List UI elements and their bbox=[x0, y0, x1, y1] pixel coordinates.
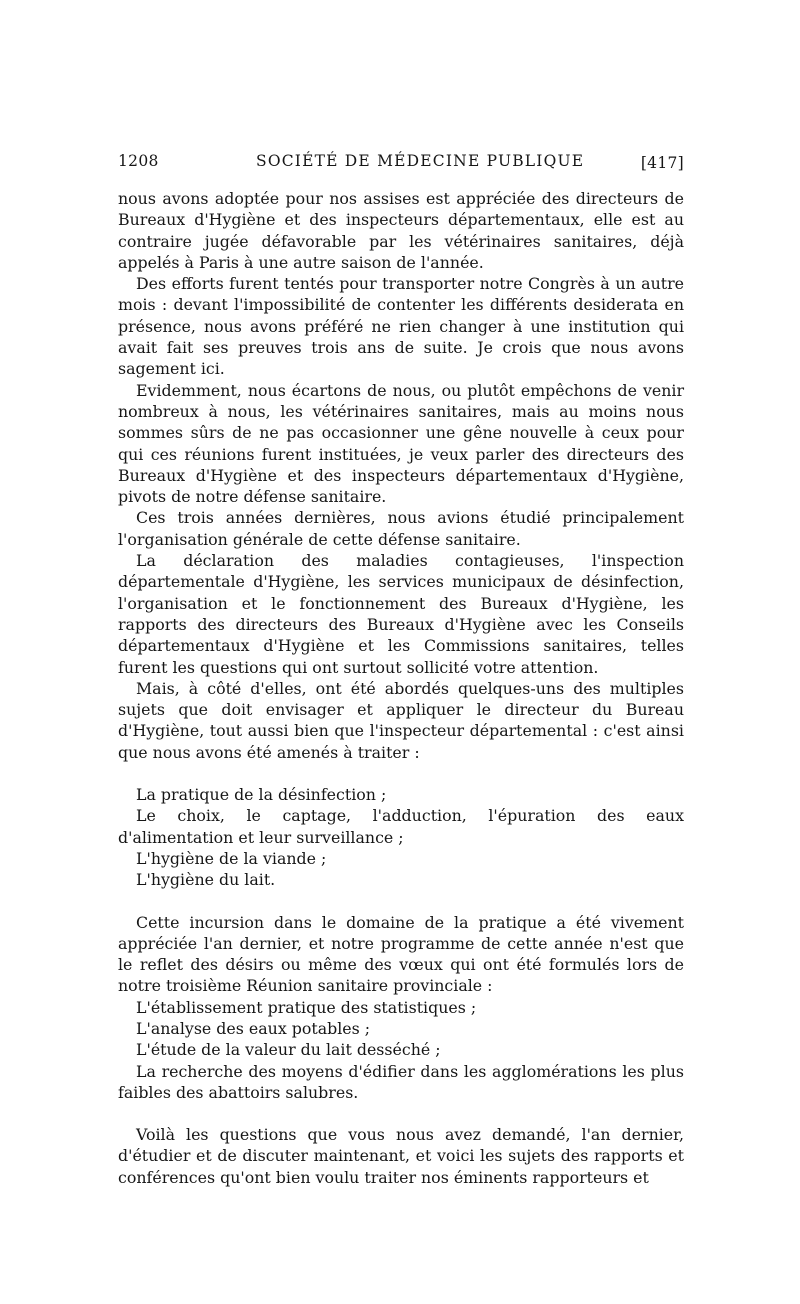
list-item: L'hygiène de la viande ; bbox=[136, 848, 327, 868]
running-title: SOCIÉTÉ DE MÉDECINE PUBLIQUE bbox=[256, 152, 585, 170]
paragraph-4: Ces trois années dernières, nous avions étudié principalement l'organisation générale de cette défense sanitaire. bbox=[118, 508, 684, 549]
list-item: L'établissement pratique des statistiques ; bbox=[136, 997, 477, 1017]
bracket-page-number: [417] bbox=[640, 154, 684, 172]
program-list bbox=[118, 997, 684, 1103]
topics-list bbox=[118, 784, 684, 890]
body-text bbox=[118, 188, 684, 1188]
paragraph-1: nous avons adoptée pour nos assises est appréciée des directeurs de Bureaux d'Hygiène et des inspecteurs départementaux, elle est au contraire jugée défavorable par les vétérinaires sanitaires, déjà appelés à Paris à une autre saison de l'année. bbox=[118, 189, 684, 272]
spacer bbox=[118, 891, 684, 912]
list-item: L'hygiène du lait. bbox=[136, 870, 276, 890]
list-item: La pratique de la désinfection ; bbox=[136, 785, 387, 805]
paragraph-6: Mais, à côté d'elles, ont été abordés quelques-uns des multiples sujets que doit envisager et appliquer le directeur du Bureau d'Hygiène, tout aussi bien que l'inspecteur départemental : c'est ainsi que nous avons été amenés à traiter : bbox=[118, 678, 684, 762]
paragraph-8: Voilà les questions que vous nous avez demandé, l'an dernier, d'étudier et de discuter maintenant, et voici les sujets des rapports et conférences qu'ont bien voulu traiter nos éminents rapporteurs et bbox=[118, 1125, 684, 1187]
list-item: Le choix, le captage, l'adduction, l'épuration des eaux d'alimentation et leur surveillance ; bbox=[118, 806, 684, 847]
paragraph-3: Evidemment, nous écartons de nous, ou plutôt empêchons de venir nombreux à nous, les vétérinaires sanitaires, mais au moins nous sommes sûrs de ne pas occasionner une gêne nouvelle à ceux pour qui ces réunions furent instituées, je veux parler des directeurs des Bureaux d'Hygiène et des inspecteurs départementaux d'Hygiène, pivots de notre défense sanitaire. bbox=[118, 380, 684, 507]
spacer bbox=[118, 763, 684, 784]
running-head bbox=[118, 152, 684, 176]
list-item: L'étude de la valeur du lait desséché ; bbox=[136, 1040, 441, 1060]
list-item: L'analyse des eaux potables ; bbox=[136, 1018, 371, 1038]
page-folio: 1208 bbox=[118, 152, 159, 170]
paragraph-2: Des efforts furent tentés pour transporter notre Congrès à un autre mois : devant l'impossibilité de contenter les différents desiderata en présence, nous avons préféré ne rien changer à une institution qui avait fait ses preuves trois ans de suite. Je crois que nous avons sagement ici. bbox=[118, 274, 684, 379]
spacer bbox=[118, 1103, 684, 1124]
paragraph-7: Cette incursion dans le domaine de la pratique a été vivement appréciée l'an dernier, et notre programme de cette année n'est que le reflet des désirs ou même des vœux qui ont été formulés lors de notre troisième Réunion sanitaire provinciale : bbox=[118, 912, 684, 996]
list-item: La recherche des moyens d'édifier dans les agglomérations les plus faibles des abattoirs salubres. bbox=[118, 1061, 684, 1102]
paragraph-5: La déclaration des maladies contagieuses, l'inspection départementale d'Hygiène, les services municipaux de désinfection, l'organisation et le fonctionnement des Bureaux d'Hygiène, les rapports des directeurs des Bureaux d'Hygiène avec les Conseils départementaux d'Hygiène et les Commissions sanitaires, telles furent les questions qui ont surtout sollicité votre attention. bbox=[118, 551, 684, 677]
